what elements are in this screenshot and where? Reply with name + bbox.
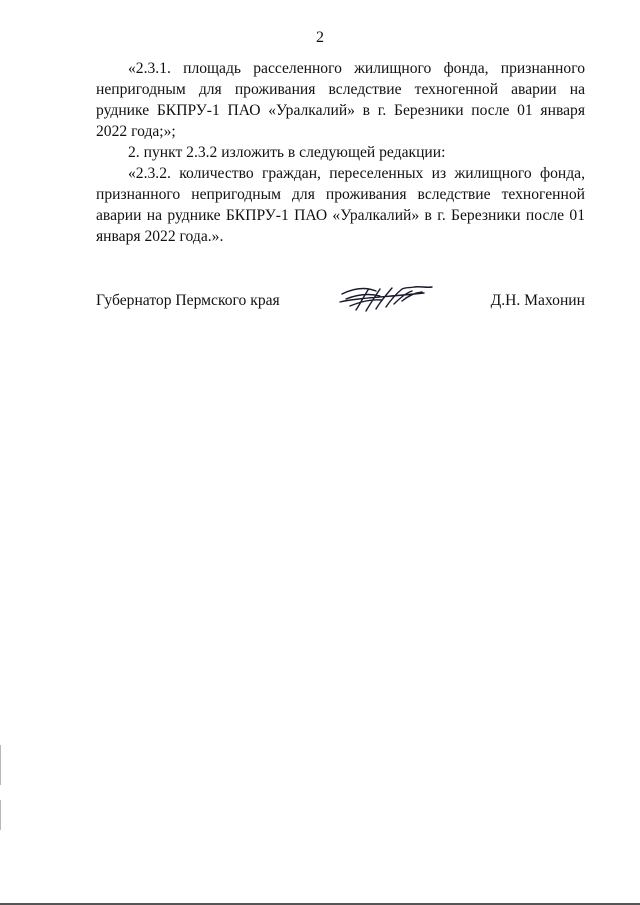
document-body	[96, 58, 585, 247]
paragraph-item-2: 2. пункт 2.3.2 изложить в следующей редакции:	[128, 144, 446, 161]
handwritten-signature	[336, 280, 436, 320]
signature-block	[96, 286, 585, 326]
scan-edge-mark	[0, 800, 1, 830]
signatory-name: Д.Н. Махонин	[490, 292, 585, 309]
paragraph-2-3-1: «2.3.1. площадь расселенного жилищного фонда, признанного непригодным для проживания вследствие техногенной аварии на руднике БКПРУ-1 ПАО «Уралкалий» в г. Березники после 01 января 2022 года;»;	[96, 60, 585, 140]
page-number: 2	[316, 29, 324, 46]
scan-edge-mark	[0, 745, 1, 785]
paragraph-2-3-2: «2.3.2. количество граждан, переселенных из жилищного фонда, признанного непригодным для проживания вследствие техногенной аварии на руднике БКПРУ-1 ПАО «Уралкалий» в г. Березники после 01 января 2022 года.».	[96, 165, 585, 245]
signatory-position: Губернатор Пермского края	[96, 292, 280, 309]
